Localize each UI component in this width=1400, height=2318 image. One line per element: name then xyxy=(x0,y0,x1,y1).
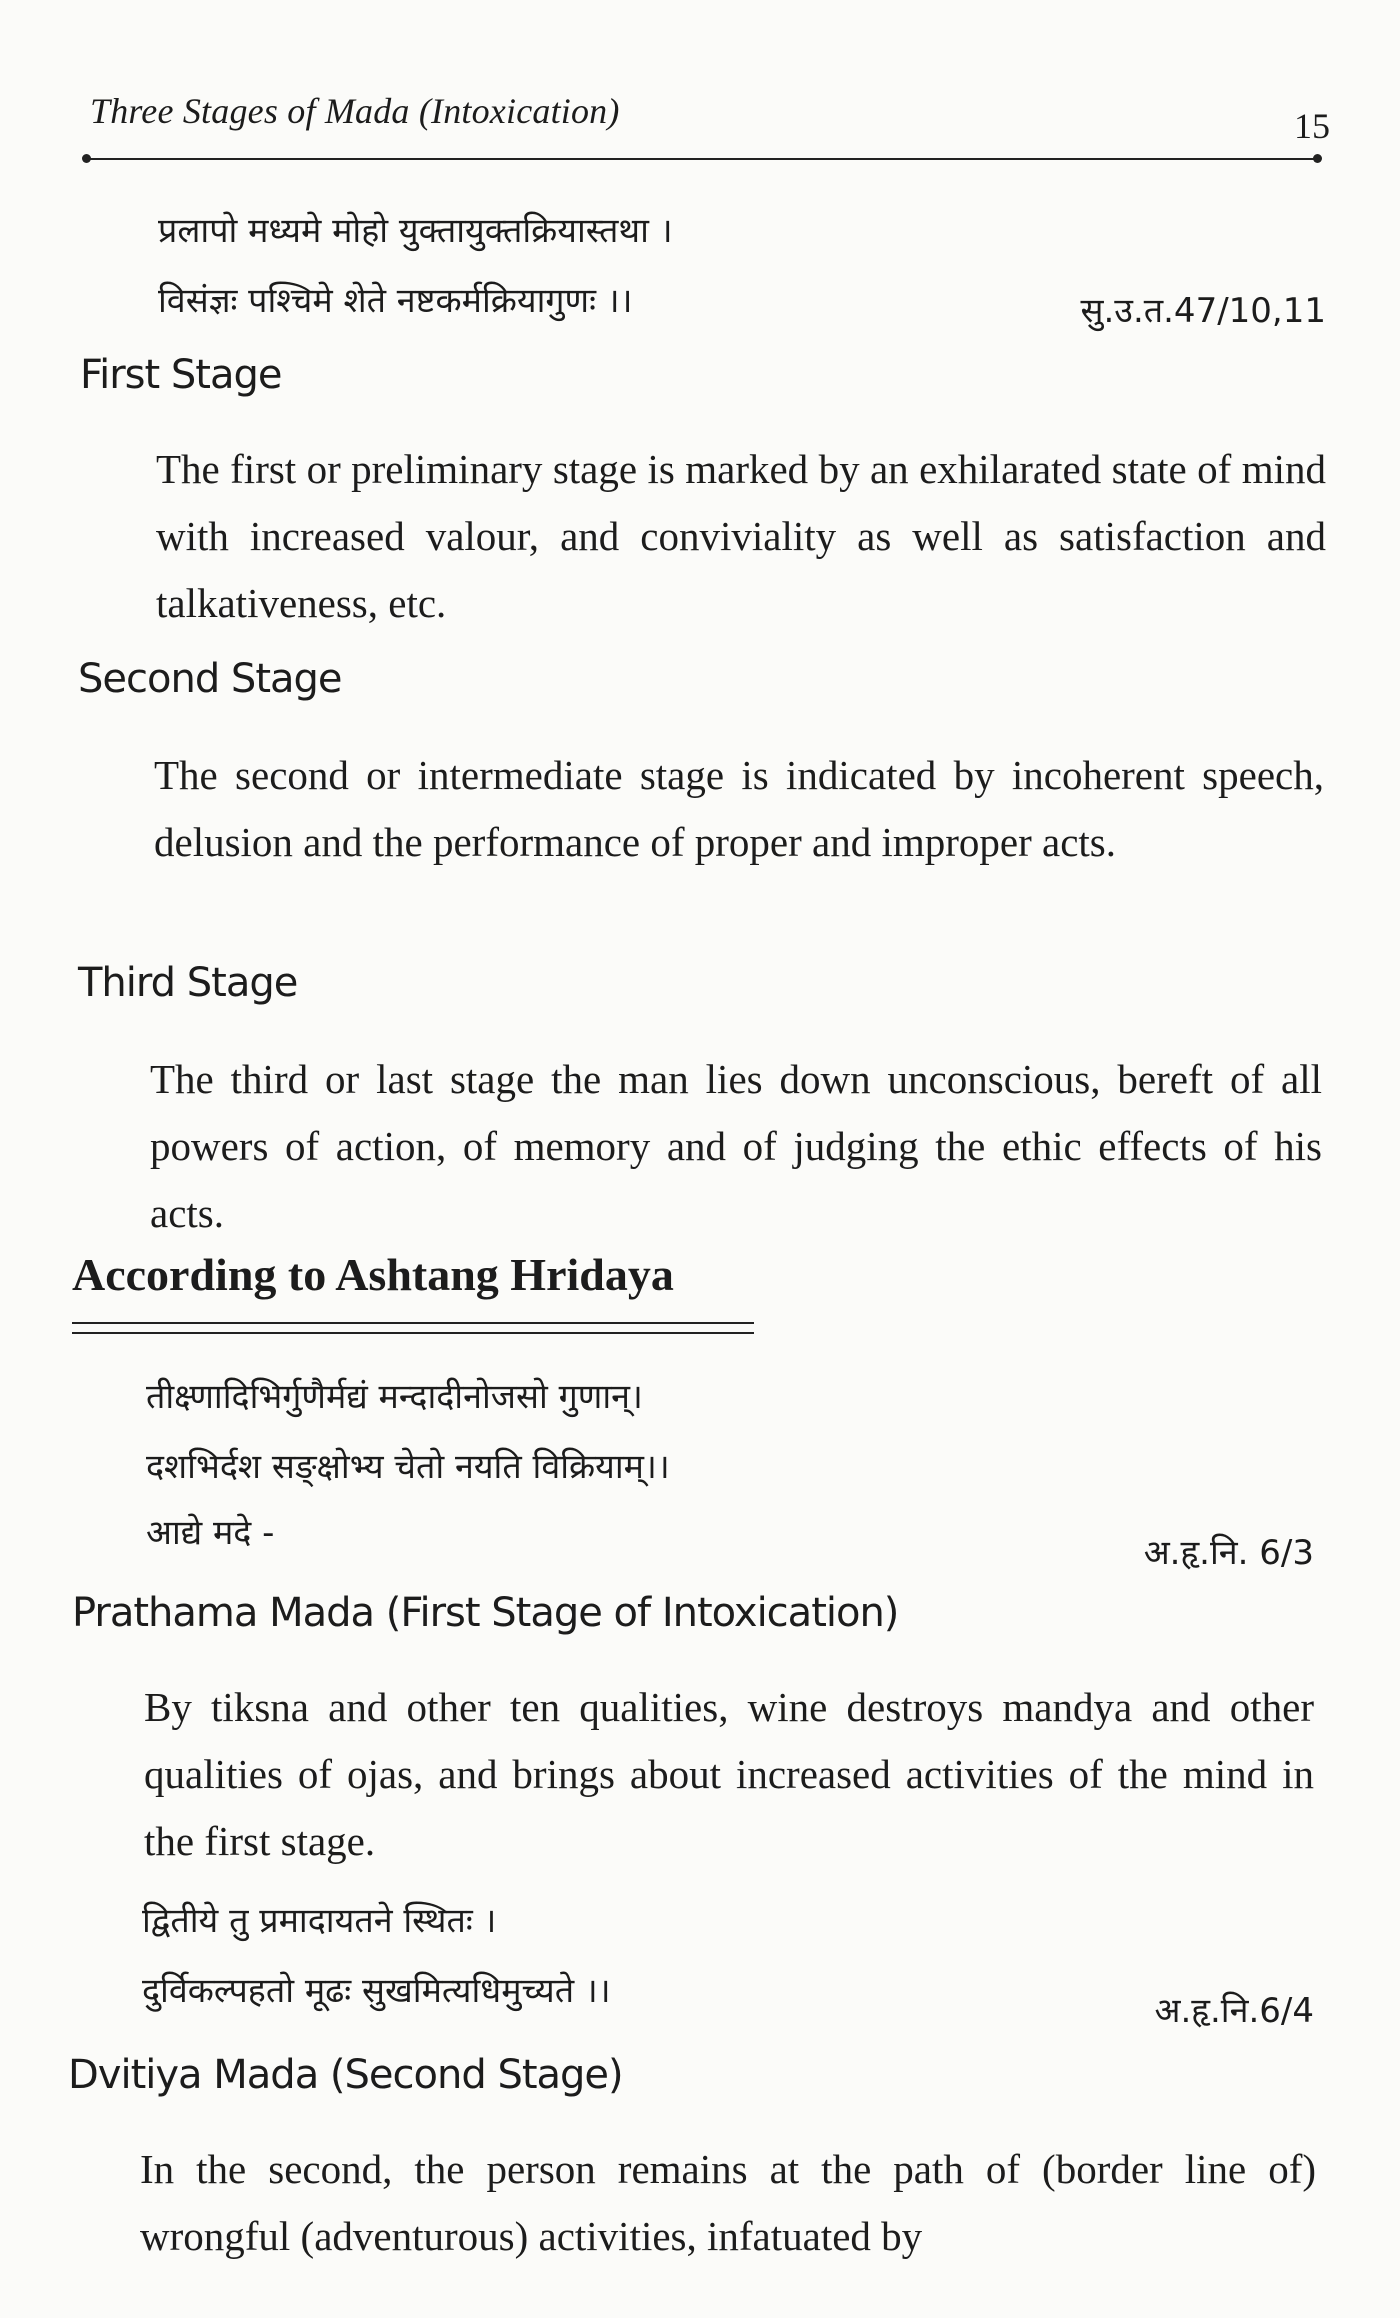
section-double-rule xyxy=(72,1322,754,1334)
page-number: 15 xyxy=(1294,106,1330,146)
second-stage-text: The second or intermediate stage is indicated by incoherent speech, delusion and the performance of proper and improper acts. xyxy=(154,752,1324,865)
ashtang-hridaya-heading: According to Ashtang Hridaya xyxy=(72,1249,674,1300)
ashtang-verse-line-1: तीक्ष्णादिभिर्गुणैर्मद्यं मन्दादीनोजसो गुणान्। xyxy=(146,1377,643,1417)
third-stage-heading: Third Stage xyxy=(78,960,298,1006)
prathama-verse-reference: अ.हृ.नि.6/4 xyxy=(1154,1991,1314,2031)
dvitiya-mada-text: In the second, the person remains at the path of (border line of) wrongful (adventurous) activities, infatuated by xyxy=(140,2146,1316,2259)
dvitiya-mada-heading: Dvitiya Mada (Second Stage) xyxy=(68,2052,623,2098)
prathama-mada-heading: Prathama Mada (First Stage of Intoxication) xyxy=(72,1590,899,1636)
verse-1-reference: सु.उ.त.47/10,11 xyxy=(1080,291,1326,331)
ashtang-verse-line-3: आद्ये मदे - xyxy=(146,1513,275,1553)
prathama-verse-line-2: दुर्विकल्पहतो मूढः सुखमित्यधिमुच्यते ।। xyxy=(142,1971,611,2011)
verse-1-line-1: प्रलापो मध्यमे मोहो युक्तायुक्तक्रियास्तथा । xyxy=(158,211,673,251)
ashtang-verse-line-2: दशभिर्दश सङ्क्षोभ्य चेतो नयति विक्रियाम्।। xyxy=(146,1447,670,1487)
running-title: Three Stages of Mada (Intoxication) xyxy=(90,91,620,131)
header-rule xyxy=(86,158,1318,160)
second-stage-heading: Second Stage xyxy=(78,656,342,702)
third-stage-text: The third or last stage the man lies down unconscious, bereft of all powers of action, of memory and of judging the ethic effects of his acts. xyxy=(150,1056,1322,1236)
prathama-mada-text: By tiksna and other ten qualities, wine destroys mandya and other qualities of ojas, and brings about increased activities of the mind in the first stage. xyxy=(144,1684,1314,1864)
ashtang-verse-reference: अ.हृ.नि. 6/3 xyxy=(1143,1533,1314,1573)
first-stage-heading: First Stage xyxy=(80,352,282,398)
prathama-verse-line-1: द्वितीये तु प्रमादायतने स्थितः । xyxy=(142,1901,497,1941)
verse-1-line-2: विसंज्ञः पश्चिमे शेते नष्टकर्मक्रियागुणः ।। xyxy=(158,281,633,321)
first-stage-text: The first or preliminary stage is marked by an exhilarated state of mind with increased valour, and conviviality as well as satisfaction and talkativeness, etc. xyxy=(156,446,1326,626)
